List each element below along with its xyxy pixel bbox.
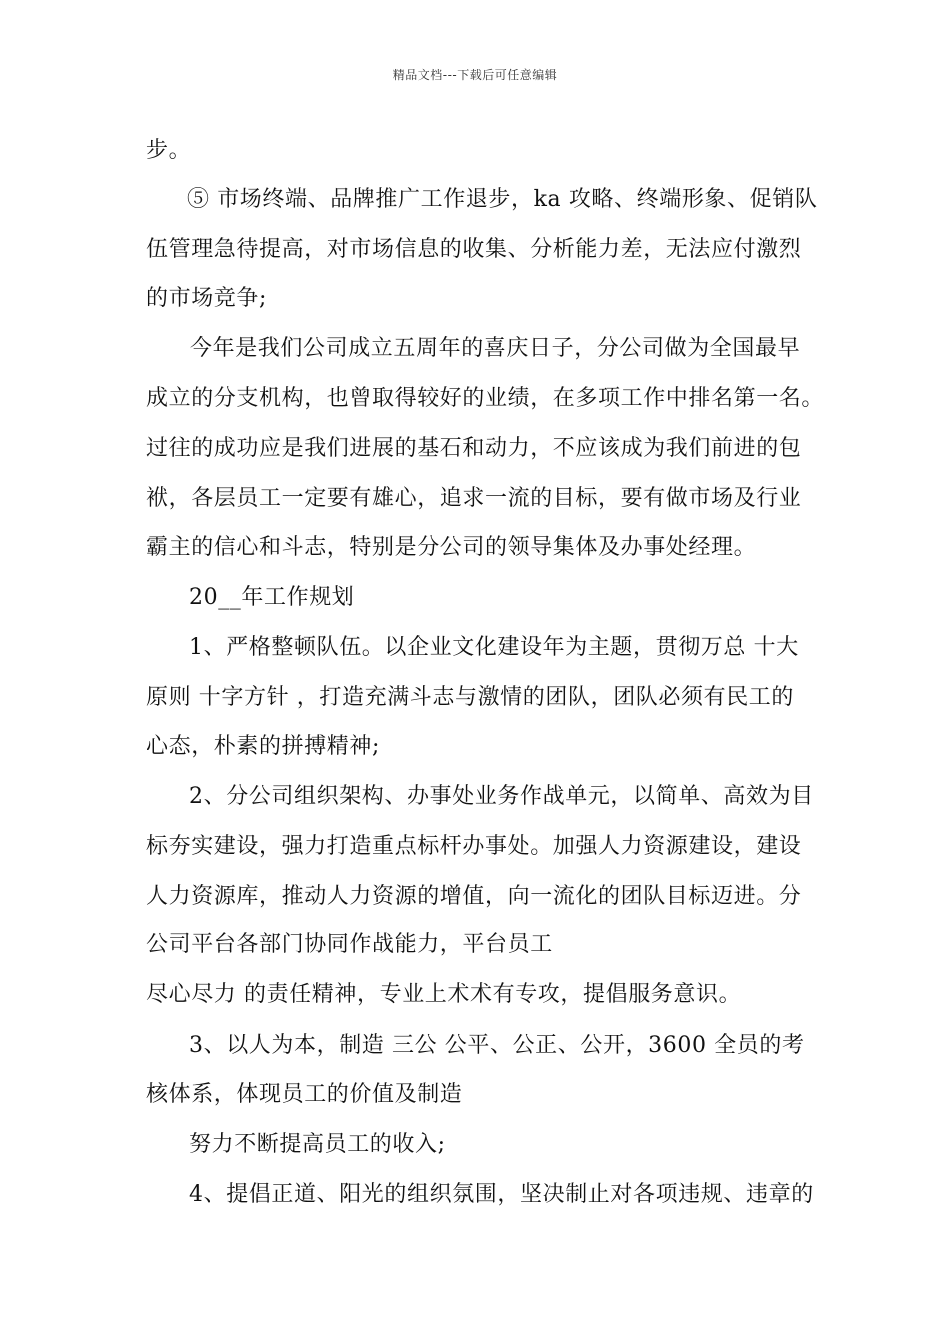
- text-line: 今年是我们公司成立五周年的喜庆日子，分公司做为全国最早: [190, 336, 801, 361]
- text-line: 人力资源库，推动人力资源的增值，向一流化的团队目标迈进。分: [146, 884, 802, 909]
- text-line: 公司平台各部门协同作战能力，平台员工: [146, 932, 553, 957]
- text-line: 霸主的信心和斗志，特别是分公司的领导集体及办事处经理。: [146, 535, 757, 560]
- text-line: 的市场竞争;: [146, 286, 268, 311]
- text-line: 3、以人为本，制造 三公 公平、公正、公开，3600 全员的考: [189, 1033, 805, 1058]
- text-line: 成立的分支机构，也曾取得较好的业绩，在多项工作中排名第一名。: [146, 386, 825, 411]
- text-line: 心态，朴素的拼搏精神;: [146, 734, 381, 759]
- page-header: 精品文档---下载后可任意编辑: [392, 68, 558, 82]
- text-line: 核体系，体现员工的价值及制造: [146, 1082, 463, 1107]
- text-line: 1、严格整顿队伍。以企业文化建设年为主题，贯彻万总 十大: [189, 635, 799, 660]
- text-line: 过往的成功应是我们进展的基石和动力，不应该成为我们前进的包: [146, 436, 802, 461]
- text-line: 原则 十字方针 ，打造充满斗志与激情的团队，团队必须有民工的: [146, 685, 794, 710]
- text-line: 2、分公司组织架构、办事处业务作战单元，以简单、高效为目: [189, 784, 814, 809]
- text-line: 步。: [146, 138, 192, 163]
- text-line: 尽心尽力 的责任精神，专业上术术有专攻，提倡服务意识。: [146, 982, 742, 1007]
- text-line: 袱，各层员工一定要有雄心，追求一流的目标，要有做市场及行业: [146, 486, 802, 511]
- text-line: 努力不断提高员工的收入;: [189, 1132, 446, 1157]
- text-line: 4、提倡正道、阳光的组织氛围，坚决制止对各项违规、违章的: [189, 1182, 814, 1207]
- text-line: 标夯实建设，强力打造重点标杆办事处。加强人力资源建设，建设: [146, 834, 802, 859]
- text-line: ⑤ 市场终端、品牌推广工作退步，ka 攻略、终端形象、促销队: [187, 187, 818, 212]
- text-line: 伍管理急待提高，对市场信息的收集、分析能力差，无法应付激烈: [146, 237, 802, 262]
- section-heading: 20__年工作规划: [189, 585, 355, 610]
